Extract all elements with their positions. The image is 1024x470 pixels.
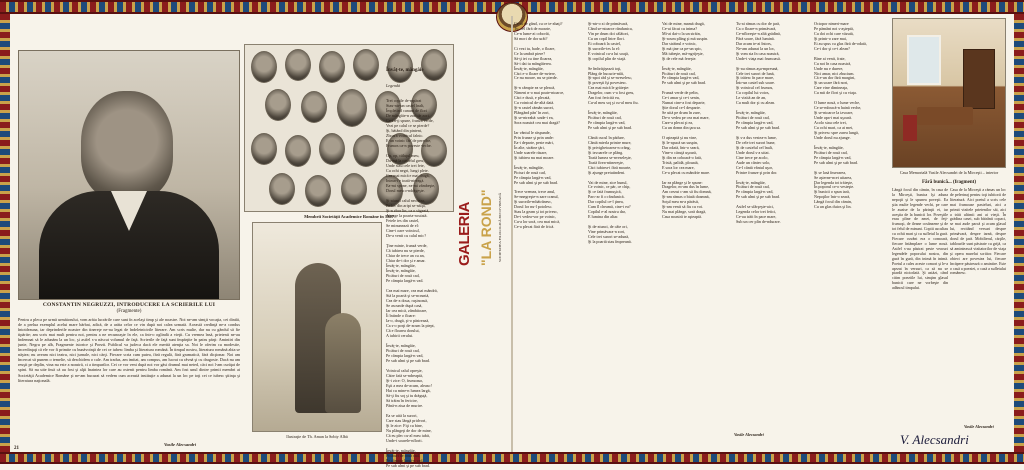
essay-author: Vasile Alecsandri	[964, 424, 994, 429]
room-photo-caption: Casa Memorială Vasile Alecsandri de la Mirceşti – interior	[899, 170, 999, 175]
member-portrait	[251, 51, 277, 83]
portrait-caption: CONSTANTIN NEGRUZZI, INTRODUCERE LA SCRIERILE LUI	[42, 302, 216, 308]
illustration-caption: Ilustraţie de Th. Aman la Sobiy Albă	[286, 434, 348, 439]
poem-column: Ce-ai de gând, cu ce te-abaţi? Tu, cel fără de moarte, Ce-n lume-ai coborât, Să mori de dor urât? Ci vezi tu, bade, o floare, Ce la umbră piere? Să-ţi iei cu tine floarea, Să-i dai tu mângâierea. Învăţ-te, mângâie, Căci e-o floare de-nviere, Ce nu moare, nu se pierde. Şi-n câmpie ea se pleacă, Nimeni n-o mai poate-ntoarce, Căci e dusă, e plecată, Cu voinicul de-altă dată. Şi-n castel rămân surori, Plângând pân' în zori, Şi se-ntreabă: unde-i ea, Sora noastră cea mai dragă? Iar vântul le răspunde, Prin frunze şi prin unde: Ea-i departe, peste mări, În alte, străine ţări, Unde soarele răsare, Şi iubirea nu mai moare. Învăţ-te, mângâie, Picturi de rouă cad, Pe câmpia largă-n vad, Pe sub ulmi şi pe sub brad. Trece vremea, trece anul, Se-nnegreşte-n zare cranul, Şi surorile-mbătrânesc, Dorul lor nu-l potolesc. Stau la geam şi tot privesc, De-i vedea-vor pe voinic, Cu-a lor soră, cea mai mică, Ce-a plecat fără de frică.	[514, 22, 565, 230]
member-portrait	[319, 133, 345, 165]
ornamental-border-left	[0, 14, 10, 452]
member-portrait	[341, 173, 367, 205]
room-cabinet	[963, 49, 995, 109]
aman-illustration	[252, 222, 382, 432]
member-portrait	[285, 49, 311, 81]
right-page	[514, 18, 1010, 450]
portrait-subcaption: (Fragmente)	[116, 309, 142, 314]
gallery-logo-text: GALERIA	[456, 202, 473, 266]
left-page	[14, 18, 508, 468]
member-portrait	[265, 89, 291, 121]
page-fold	[511, 16, 513, 452]
member-portrait	[305, 175, 331, 207]
essay-column: Lângă focul din cămin, în casa de la Mirceşti, bunica îşi aduna nepoţii şi le spunea poveşti. Ea ştia multe legende vechi, pe care le auzise de la părinţii ei, iar aceştia de la bunicii lor. Poveştile erau pline de zmei, de feţi-frumoşi, de ileane cosânzene şi de tot felul de minuni. Copiii ascultau cu ochii mari şi cu sufletul la gură. Fiecare cuvânt era o comoară, fiecare întâmplare o lume nouă. Astfel s-au păstrat peste veacuri legendele poporului nostru, din gură în gură, din inimă în inimă. Poetul a cules aceste comori şi le-a aşezat în versuri, ca să nu se piardă niciodată. Şi astăzi, când citim poeziile lui, simţim glasul bunicii care ne vorbeşte din adâncul timpului.	[892, 188, 948, 291]
gallery-logo-text-2: "LA ROND"	[478, 189, 494, 266]
portrait-head	[81, 91, 173, 201]
member-portrait	[285, 135, 311, 167]
handwritten-signature: V. Alecsandri	[900, 432, 969, 447]
article-author: Vasile Alecsandri	[164, 442, 196, 447]
poem-text: Trei copile de-mpărat Stau-ntr-un castel înalt, Împletind cununi de flori De mângâie-n zori de zori. Ce-i a-ţi spune, frunză verde, Vezi pe calul ce se pierde? Şi, bătând din pinteni, Zboară voinicul falnic. E-un voinic făr' de pereche, Frumos ca-n poveste veche. Op, op, căluţul meu, Du-mă la castelul greu, Unde stau cele trei fete, Cu ochi negri, lungi plete. Cea mai mică e mai dragă, Inima-i e toată-ntreagă. Ea-mi spune, ea-mi zâmbeşte, Dorul meu o-ndrăgeşte. Şi-atunci calul necheza, Pe loc din aripi se-nălţa, Şi-n zbor lin, ca o săgeată, Ajunge la poarta-ncuiată. Fetele ies din castel, Se minunează de el: Cine-i oare voinicul, De-a venit cu calul mic? Ţine minte, frunză verde, Că iubirea nu se pierde, Chiar de trece an cu an, Chiar de-i dor şi e amar. Învăţ-te, mângâie, Învăţ-te, mângâie, Picături de rouă cad, Pe câmpia largă-n vad. Cea mai mare, cea mai mândră, Stă la poartă şi se-ncruntă, Cea de-a doua, ruşinoasă, Se ascunde după casă, Iar cea mică, zâmbitoare, Îi întinde o floare: Ia-o, dragă, şi-o păstrează, Ca s-o porţi de-acum la piept, Că e floarea dorului, A iubirii cerului. Învăţ-te, mângâie, Picături de rouă cad, Pe câmpia largă-n vad, Pe sub ulmi şi pe sub brad. Voinicul calul opreşte, Către fată se-ndreaptă, Şi-i zice: O, frumoaso, Eşti a mea de-acum, aleaso! Hai cu mine-n lumea largă, Să-ţi fiu soţ şi tu drăguţă, Să trăim în fericire, Până-n ziua de murire. Ea se uită la surori, Care stau lângă pridvori, Şi le zice: Fiţi cu bine, Nu plângeţi de dor de mine, Că eu plec cu-al meu iubit, Unde-i soarele-nflorit. Învăţ-te, mângâie, Picături de rouă cad, Pe câmpia largă-n vad, Pe sub ulmi şi pe sub brad.	[386, 98, 438, 468]
member-portrait	[269, 173, 295, 205]
gallery-logo	[456, 146, 508, 266]
illustration-figure	[325, 313, 361, 413]
member-portrait	[251, 133, 277, 165]
article-body: Pentru a pleca pe urmă următorului, vom arăta lucrările care sunt în acelaşi timp şi ale noastre. Noi ne-am simţit vocaţia, cei dintâi, de a prelua exemplul acelui mare bărbat, adică, de a arăta celor ce vin după noi calea urmată. Această credinţă ne-a condus întotdeauna, iar deprinderile noastre din tinereţe ne-au legat de îndeletnicirile literare. Am scris multe, dar nu cu gândul să fie tipărite; am scris mai mult pentru noi, pentru a ne recunoaşte în ele, ca într-o oglindă a vieţii. Cu vremea însă, prietenii ne-au îndemnat să le adunăm la un loc, şi astfel s-a născut volumul de faţă. Scrierile de faţă sunt împărţite în patru părţi: Amintiri din junie, Negru pe alb, Fragmente istorice şi Poezii. Publicul va judeca dacă ele merită atenţia sa. Noi le oferim cu modestie, încredinţaţi că ele vor fi primite cu bunăvoinţă de cei ce iubesc limba şi literatura română. În timpul nostru, literatura română abia se năştea; nu aveam nici teatru, nici jurnale, nici cărţi. Fiecare scria cum putea, fără regulă, fără gramatică, fără dicţionar. Noi am încercat să punem o temelie, să deschidem o cale. Am tradus, am imitat, am compus, am lucrat cu râvnă şi cu dragoste. Dacă nu am reuşit pe deplin, vina nu este a noastră, ci a timpurilor. Cei ce vor veni după noi vor găsi drumul mai neted, căci noi l-am curăţat de spini. Să nu uite însă că au fost şi alţii înaintea lor care au ostenit pentru limba română. Am fost unul dintre primii membri ai Societăţii Academice Române şi ne-am bucurat să vedem cum această instituţie a adunat la un loc pe toţi cei ce iubesc ştiinţa şi literatura naţională.	[18, 317, 240, 383]
gallery-logo-small-text: SOCIETATEA FILOLOGICĂ BUCOVINEANĂ	[498, 192, 502, 262]
poem-column: Octopor nimeri-mare Pe pământ noi s-aşteptă, Cu doi ochi care văzută, Şi printr-o zare mai, Ei au spus cu glas fără de-odată, Ce-i dor şi ce-i alean? Bine ai venit, frate, Cu noi în casa noastră, Unde nu e durere, Nici amar, nici zbucium. Că e-un dor fără margini, Şi un soare fără nori, Care vine dimineaţa, Cu mii de flori şi cu viaţa. O lume nouă, o lume veche, Ce se-mbracă-n haină veche, Şi se-ntoarce la izvoare, Unde apa-i mai uşoară. Acolo stau cele trei, Cu ochi mari, ca ai mei, Şi privesc spre zarea lungă, Unde dorul nu ajunge. Învăţ-te, mângâie, Picături de rouă cad, Pe câmpia largă-n vad, Pe sub ulmi şi pe sub brad. Şi se lasă înserarea, Se aşterne-ncet uitarea, Dar legenda tot trăieşte, În poporul ce-o vesteşte. Şi bunicii o spun iară, Nepoţilor într-o seară, Lângă focul din cămin, Cu un glas duios şi lin.	[814, 22, 867, 210]
essay-column: Casa de la Mirceşti a rămas un loc de pelerinaj pentru toţi iubitorii de literatură. Aici poetul a scris cele mai frumoase pasteluri, aici a primit vizitele prietenilor săi, aici a trăit ultimii ani ai vieţii. În grădina casei, sub bătrânii copaci, se mai aude parcă şi acum glasul lui, recitând versuri despre primăvară, despre iarnă, despre dorul de ţară. Mobilierul, cărţile, tablourile sunt păstrate cu grijă, ca să amintească vizitatorilor de viaţa şi opera marelui scriitor. Fiecare obiect are povestea lui, fiecare încăpere păstrează o amintire. Este o casă a poeziei, o casă a sufletului românesc.	[950, 188, 1006, 276]
member-portrait	[337, 89, 367, 127]
poem-column	[386, 58, 454, 470]
poem-subtitle: Legendă	[386, 83, 401, 88]
member-portrait	[301, 91, 327, 123]
poem-column: Şi-ntr-o zi de primăvară, Când se-ntoarce rândunica, Vin pe drum doi călători, Cu un copil între flori. Ei coboară la castel, Şi surorile-ies la el: E voinicul cu-a lui soaţă, Şi copilul plin de viaţă. Se îmbrăţişează toţi, Plâng de bucurie-ntâi, Şi-apoi râd şi se-nveselesc, Şi poveşti îşi povestesc. Cea mai mică le grăieşte: Dragelor, cum v-a fost greu, Am fost fericită eu, Cu-al meu soţ şi cu-al meu fiu. Învăţ-te, mângâie, Picături de rouă cad, Pe câmpia largă-n vad, Pe sub ulmi şi pe sub brad. Cântă cucul în pădure, Cântă mierla printre mure, Şi privighetoarea-n crâng, Şi izvoarele ce plâng. Toată lumea se-nveseleşte, Toată firea-ntinereşte, Căci iubirea-i fără moarte, Şi ajunge pretutindeni. Vai de mine, zice bunul, Ce voinic, ce păr, ce chip, Şi ce fată frumuşică, Parc-ar fi o rândunică. Dar copilul ce-l ţinea, Cum îl cheamă, cine-i ea? Copilul e-al nostru dar, E lumina din altar. Şi de-atunci, de câte ori, Vine primăvara-n zori, Cele trei surori se-adună, Şi la poartă stau împreună.	[588, 22, 639, 244]
member-portrait	[353, 135, 379, 167]
room-window	[907, 35, 941, 85]
collage-caption: Membrii Societăţii Academice Române în 1867	[304, 214, 394, 219]
member-portrait	[319, 51, 345, 83]
ornamental-border-bottom	[0, 452, 1024, 464]
ornamental-border-right	[1014, 14, 1024, 452]
portrait-image	[18, 50, 240, 300]
essay-title: Fără bunică... (fragment)	[921, 180, 977, 185]
room-chair	[903, 115, 917, 141]
member-portrait	[353, 49, 379, 81]
poem-title: Învăţ-te, mângâie	[386, 68, 424, 73]
page-number: 21	[14, 446, 19, 451]
room-table	[917, 107, 973, 125]
poem-author: Vasile Alecsandri	[734, 432, 764, 437]
poem-column: Vai de mine, mamă dragă, Ce-ai făcut cu inima? Mi-ai dat-o la un străin, Şi-acum plâng şi mă suspin. Dar străinul e voinic, Şi mă ţine ca pe-un spic, Mă iubeşte, mă-ngrijeşte, Şi de rele mă fereşte. Învăţ-te, mângâie, Picături de rouă cad, Pe câmpia largă-n vad, Pe sub ulmi şi pe sub brad. Frunză verde de pelin, Ce-i amar şi ce-i senin, Numai cine-a fost departe, Ştie dorul ce-l desparte. Se uită pe drum în zare, De-o vedea pe cea mai mare, Care-a plecat şi ea, Cu un domn din ţara sa. O aşteaptă şi nu vine, Şi le-apucă un suspin, Dar odată, într-o seară, Vine-o căruţă uşoară, Şi din ea coboară-o fată, Tristă, palidă, plouată, E sora lor cea mare, Ce-a plecat cu mândrie mare. Iar ea plânge şi le spune: Dragelor, m-am dus în lume, Am crezut c-am să fiu domnă, Şi-am rămas o biată doamnă, Soţul meu m-a părăsit, Şi-am venit să fiu cu voi. Nu mai plânge, soră dragă, Casa noastră te aşteaptă.	[662, 22, 712, 220]
poem-column: Tu-ai rămas cu dor de ţară, Ca o floare-n primăvară, Ce-nfloreşte-n altă grădină, Fără soare, fără lumină. Dar acum te-ai întors, Ne-am adunat la un loc, Şi vom sta în casa noastră, Unde-i viaţa mai frumoasă. Şi-au rămas aşa-mpreună, Cele trei surori de lună, Şi trăiesc în pace mare, Într-un castel sub soare. Şi voinicul cel frumos, Cu copilul lui voios, Le vizită an de an, Cu mult dor şi cu alean. Învăţ-te, mângâie, Picături de rouă cad, Pe câmpia largă-n vad, Pe sub ulmi şi pe sub brad. Şi s-a dus vestea-n lume, De cele trei surori bune, Şi de castelul cel înalt, Unde dorul s-a uitat. Cine trece pe acolo, Aude un cântec solo, Ce-l cântă vântul uşor, Printre frunze şi prin dor. Învăţ-te, mângâie, Picături de rouă cad, Pe câmpia largă-n vad, Pe sub ulmi şi pe sub brad. Astfel se sfârşeşte-aici, Legenda celor trei fetici, Ce-au trăit în pace mare, Sub un cer plin de-ndurare.	[736, 22, 781, 225]
memorial-house-photo	[892, 18, 1006, 168]
